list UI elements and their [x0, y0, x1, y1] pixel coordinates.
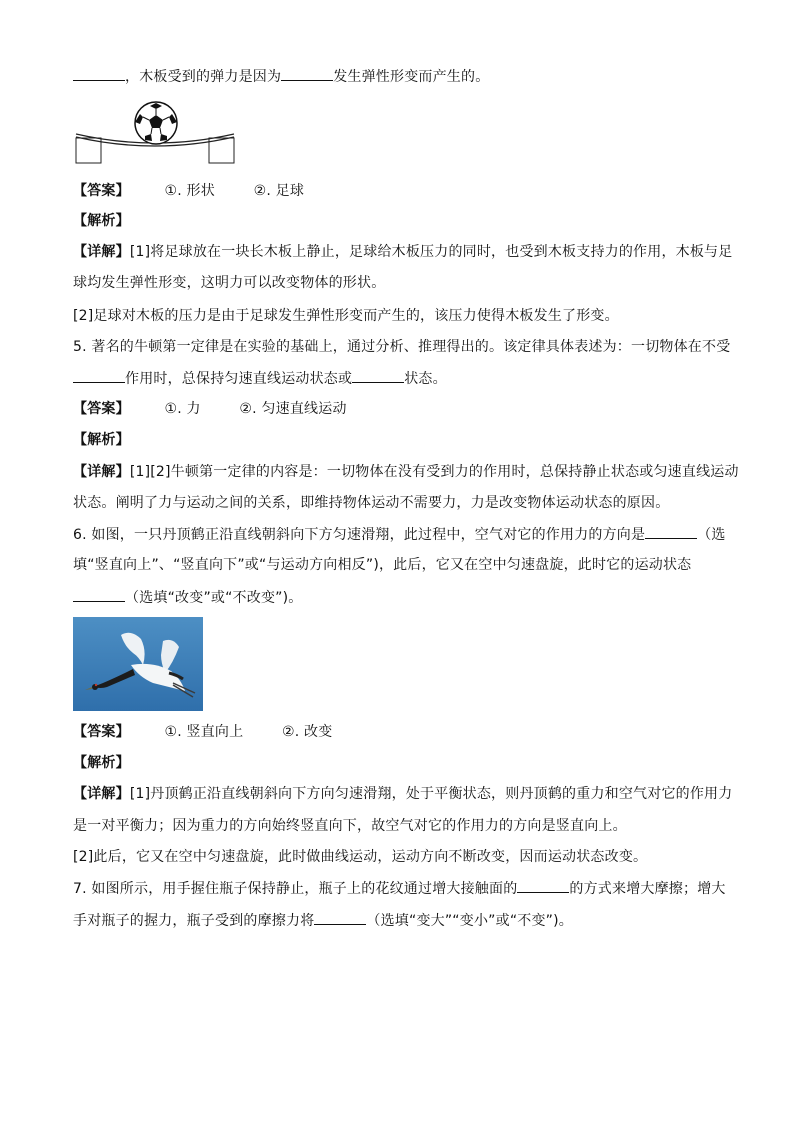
answer-item-1: ①. 形状	[164, 183, 215, 199]
detail-text: [1][2]牛顿第一定律的内容是：一切物体在没有受到力的作用时，总保持静止状态或匀速直线运动	[129, 464, 739, 480]
q4-detail-line-2: 球均发生弹性形变，这明力可以改变物体的形状。	[73, 275, 386, 291]
answer-item-2: ②. 改变	[281, 724, 333, 740]
answer-blank	[314, 910, 366, 925]
analysis-label: 【解析】	[73, 213, 130, 229]
q4-detail-line-3: [2]足球对木板的压力是由于足球发生弹性形变而产生的，该压力使得木板发生了形变。	[73, 308, 619, 324]
answer-item-2: ②. 匀速直线运动	[239, 401, 347, 417]
analysis-label: 【解析】	[73, 432, 130, 448]
detail-label: 【详解】	[73, 244, 130, 260]
q7-stem-text: 手对瓶子的握力，瓶子受到的摩擦力将	[73, 913, 315, 929]
q5-stem-text-end: 状态。	[404, 371, 447, 387]
answer-item-1: ①. 竖直向上	[164, 724, 244, 740]
answer-item-2: ②. 足球	[253, 183, 305, 199]
q6-stem-text-end: （选	[697, 527, 726, 543]
q6-stem-text: 6. 如图，一只丹顶鹤正沿直线朝斜向下方匀速滑翔，此过程中，空气对它的作用力的方向是	[73, 527, 646, 543]
q7-stem-text: 7. 如图所示，用手握住瓶子保持静止，瓶子上的花纹通过增大接触面的	[73, 881, 518, 897]
q4-detail-line-1	[73, 242, 732, 262]
answer-blank	[352, 368, 404, 383]
answer-blank	[73, 368, 125, 383]
answer-blank	[517, 878, 569, 893]
answer-blank	[645, 524, 697, 539]
detail-label: 【详解】	[73, 786, 130, 802]
answer-blank	[73, 587, 125, 602]
q6-detail-line-2: 是一对平衡力；因为重力的方向始终竖直向下，故空气对它的作用力的方向是竖直向上。	[73, 818, 627, 834]
q5-stem-line-2	[73, 368, 447, 389]
q6-answer-line	[73, 722, 332, 742]
q5-analysis-label	[73, 430, 130, 450]
q5-answer-line	[73, 399, 347, 419]
answer-item-1: ①. 力	[164, 401, 201, 417]
q7-stem-line-1	[73, 878, 726, 899]
q5-detail-line-1	[73, 462, 739, 482]
q4-stem-tail: ，木板受到的弹力是因为	[125, 69, 282, 85]
analysis-label: 【解析】	[73, 755, 130, 771]
q6-stem-line-3	[73, 587, 302, 608]
q4-analysis-label	[73, 211, 130, 231]
detail-label: 【详解】	[73, 464, 130, 480]
q6-detail-line-3: [2]此后，它又在空中匀速盘旋，此时做曲线运动，运动方向不断改变，因而运动状态改变。	[73, 849, 648, 865]
answer-label: 【答案】	[73, 401, 130, 417]
q6-stem-line-1	[73, 524, 726, 545]
q6-detail-line-1	[73, 784, 732, 804]
q6-stem-text: （选填“改变”或“不改变”)。	[125, 590, 303, 606]
q5-stem-text: 作用时，总保持匀速直线运动状态或	[125, 371, 353, 387]
q4-stem-end: 发生弹性形变而产生的。	[333, 69, 490, 85]
answer-label: 【答案】	[73, 724, 130, 740]
q4-stem-line	[73, 66, 489, 87]
answer-label: 【答案】	[73, 183, 130, 199]
answer-blank	[281, 66, 333, 81]
football-on-board-figure	[73, 100, 238, 166]
q7-stem-text-end: （选填“变大”“变小”或“不变”)。	[366, 913, 573, 929]
detail-text: [1]丹顶鹤正沿直线朝斜向下方向匀速滑翔，处于平衡状态，则丹顶鹤的重力和空气对它的作用力	[129, 786, 733, 802]
detail-text: [1]将足球放在一块长木板上静止，足球给木板压力的同时，也受到木板支持力的作用，木板与足	[129, 244, 733, 260]
q6-stem-line-2: 填“竖直向上”、“竖直向下”或“与运动方向相反”)，此后，它又在空中匀速盘旋，此时它的运动状态	[73, 557, 692, 573]
red-crowned-crane-photo	[73, 617, 203, 711]
answer-blank	[73, 66, 125, 81]
q7-stem-text-end: 的方式来增大摩擦；增大	[569, 881, 726, 897]
q5-stem-line-1: 5. 著名的牛顿第一定律是在实验的基础上，通过分析、推理得出的。该定律具体表述为：一切物体在不受	[73, 339, 731, 355]
q4-answer-line	[73, 181, 304, 201]
football-icon	[135, 102, 177, 144]
q6-analysis-label	[73, 753, 130, 773]
q7-stem-line-2	[73, 910, 573, 931]
q5-detail-line-2: 状态。阐明了力与运动之间的关系，即维持物体运动不需要力，力是改变物体运动状态的原因。	[73, 495, 670, 511]
